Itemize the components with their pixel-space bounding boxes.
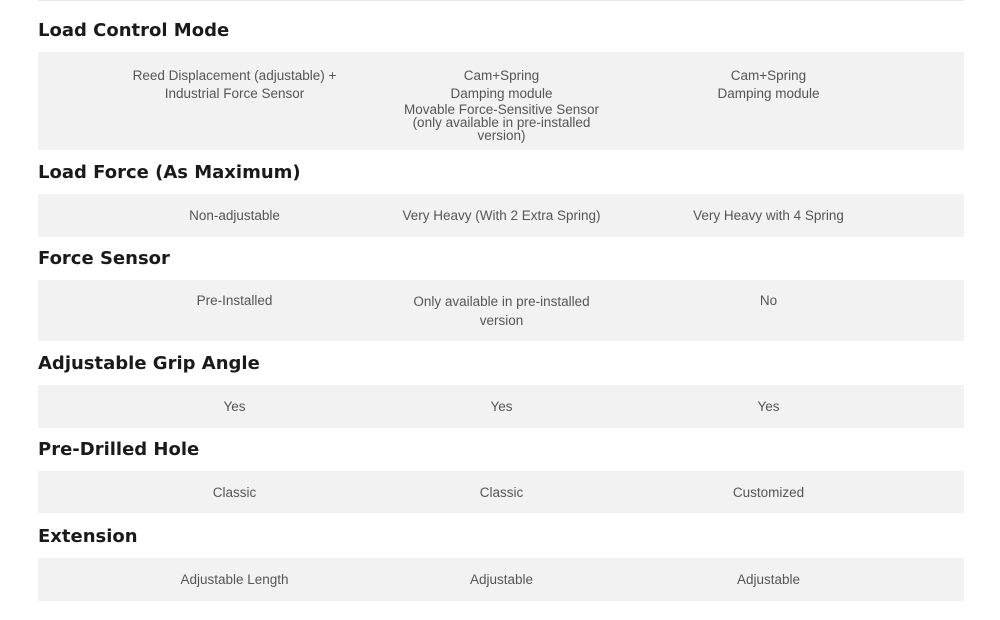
spec-cell xyxy=(368,558,635,601)
cell-line: Damping module xyxy=(717,86,820,101)
spec-row xyxy=(38,471,964,513)
cell-line: Adjustable xyxy=(469,572,534,587)
cell-line: Movable Force-Sensitive Sensor xyxy=(403,102,600,117)
cell-line: version) xyxy=(477,128,526,143)
spec-row xyxy=(38,52,964,150)
cell-line: Customized xyxy=(732,485,805,500)
spec-section-pre-drilled-hole xyxy=(38,439,964,513)
spec-section-load-force xyxy=(38,162,964,237)
cell-line: No xyxy=(759,293,778,308)
spec-cell xyxy=(368,52,635,150)
cell-line: Classic xyxy=(212,485,257,500)
cell-line: (only available in pre-installed xyxy=(412,115,591,130)
spec-cell xyxy=(101,280,368,341)
spec-section-adjustable-grip-angle xyxy=(38,353,964,428)
spec-section-extension xyxy=(38,526,964,601)
cell-line: Very Heavy with 4 Spring xyxy=(693,208,844,223)
section-title: Adjustable Grip Angle xyxy=(38,353,260,374)
cell-line: Industrial Force Sensor xyxy=(164,86,305,101)
cell-line: Cam+Spring xyxy=(730,68,807,83)
spec-cell xyxy=(635,194,902,237)
spec-cell xyxy=(368,194,635,237)
spec-cell xyxy=(101,471,368,513)
cell-line: Classic xyxy=(479,485,524,500)
spec-row xyxy=(38,385,964,428)
cell-line: Damping module xyxy=(450,86,553,101)
top-divider xyxy=(38,0,964,1)
spec-section-load-control-mode xyxy=(38,20,964,150)
spec-section-force-sensor xyxy=(38,248,964,341)
section-title: Pre-Drilled Hole xyxy=(38,439,200,460)
cell-line: Yes xyxy=(757,399,780,414)
spec-cell xyxy=(368,280,635,341)
cell-line: Cam+Spring xyxy=(463,68,540,83)
cell-line: version xyxy=(479,313,524,328)
section-title: Force Sensor xyxy=(38,248,170,269)
cell-line: Pre-Installed xyxy=(196,293,273,308)
spec-row xyxy=(38,280,964,341)
section-title: Load Control Mode xyxy=(38,20,230,41)
spec-cell xyxy=(368,471,635,513)
cell-line: Very Heavy (With 2 Extra Spring) xyxy=(402,208,601,223)
cell-line: Adjustable xyxy=(736,572,801,587)
cell-line: Yes xyxy=(223,399,246,414)
cell-line: Adjustable Length xyxy=(180,572,289,587)
spec-cell xyxy=(635,385,902,428)
spec-cell xyxy=(635,471,902,513)
cell-line: Yes xyxy=(490,399,513,414)
spec-cell xyxy=(368,385,635,428)
section-title: Load Force (As Maximum) xyxy=(38,162,301,183)
section-title: Extension xyxy=(38,526,138,547)
spec-cell xyxy=(635,52,902,150)
spec-cell xyxy=(101,194,368,237)
spec-cell xyxy=(101,558,368,601)
spec-cell xyxy=(635,558,902,601)
spec-cell xyxy=(101,52,368,150)
spec-row xyxy=(38,194,964,237)
spec-cell xyxy=(635,280,902,341)
cell-line: Only available in pre-installed xyxy=(413,294,590,309)
cell-line: Reed Displacement (adjustable) + xyxy=(132,68,337,83)
spec-row xyxy=(38,558,964,601)
cell-line: Non-adjustable xyxy=(189,208,280,223)
spec-cell xyxy=(101,385,368,428)
